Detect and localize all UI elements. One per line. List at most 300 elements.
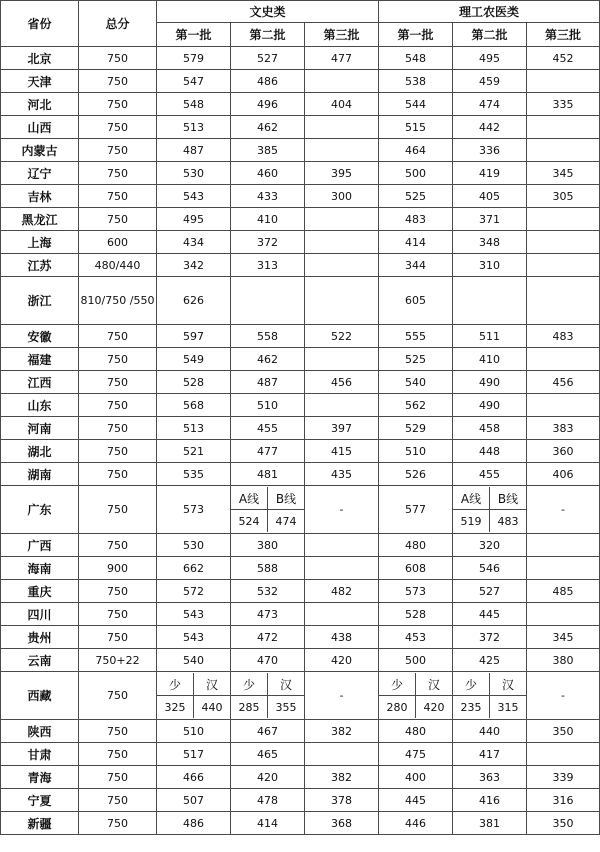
wenshi-batch1-cell: 543 bbox=[157, 185, 231, 208]
ligong-batch3-cell: 345 bbox=[527, 626, 600, 649]
wenshi-batch1-cell: 466 bbox=[157, 766, 231, 789]
province-cell: 宁夏 bbox=[1, 789, 79, 812]
wenshi-batch1-cell: 513 bbox=[157, 417, 231, 440]
table-row bbox=[1, 348, 600, 371]
province-cell: 河北 bbox=[1, 93, 79, 116]
table-row bbox=[1, 325, 600, 348]
minority-han-subtable bbox=[379, 673, 452, 718]
table-row bbox=[1, 649, 600, 672]
province-cell: 北京 bbox=[1, 47, 79, 70]
table-row bbox=[1, 580, 600, 603]
total-cell: 750 bbox=[79, 139, 157, 162]
province-cell: 西藏 bbox=[1, 672, 79, 720]
wenshi-batch2-cell: 510 bbox=[231, 394, 305, 417]
ligong-batch3-cell bbox=[527, 231, 600, 254]
ligong-batch3-cell bbox=[527, 348, 600, 371]
ligong-batch3-cell: 383 bbox=[527, 417, 600, 440]
ligong-batch1-cell: 500 bbox=[379, 162, 453, 185]
wenshi-batch3-cell bbox=[305, 254, 379, 277]
total-cell: 810/750 /550 bbox=[79, 277, 157, 325]
table-row bbox=[1, 743, 600, 766]
province-cell: 四川 bbox=[1, 603, 79, 626]
wenshi-batch3-cell bbox=[305, 394, 379, 417]
ligong-batch2-cell bbox=[453, 277, 527, 325]
ligong-batch1-cell: 464 bbox=[379, 139, 453, 162]
wenshi-batch1-cell: 510 bbox=[157, 720, 231, 743]
han-value: 355 bbox=[275, 700, 297, 714]
a-line-label: A线 bbox=[453, 487, 490, 510]
total-cell: 750 bbox=[79, 626, 157, 649]
table-row bbox=[1, 766, 600, 789]
ligong-batch3-cell: - bbox=[527, 486, 600, 534]
ligong-batch3-cell bbox=[527, 394, 600, 417]
wenshi-batch1-cell: 662 bbox=[157, 557, 231, 580]
total-cell: 750 bbox=[79, 766, 157, 789]
wenshi-batch2-split-cell bbox=[231, 672, 305, 720]
wenshi-batch3-cell: 378 bbox=[305, 789, 379, 812]
wenshi-batch1-cell: 543 bbox=[157, 603, 231, 626]
province-cell: 福建 bbox=[1, 348, 79, 371]
header-ligong-batch3: 第三批 bbox=[527, 23, 600, 47]
province-cell: 山东 bbox=[1, 394, 79, 417]
table-row bbox=[1, 254, 600, 277]
ligong-batch2-cell: 527 bbox=[453, 580, 527, 603]
minority-label: 少 bbox=[453, 673, 490, 696]
province-cell: 海南 bbox=[1, 557, 79, 580]
wenshi-batch3-cell: 382 bbox=[305, 720, 379, 743]
wenshi-batch2-cell: 588 bbox=[231, 557, 305, 580]
han-value: 420 bbox=[423, 700, 445, 714]
ligong-batch2-cell: 546 bbox=[453, 557, 527, 580]
ligong-batch1-cell: 510 bbox=[379, 440, 453, 463]
wenshi-batch1-cell: 540 bbox=[157, 649, 231, 672]
wenshi-batch2-cell: 433 bbox=[231, 185, 305, 208]
ligong-batch3-cell: 339 bbox=[527, 766, 600, 789]
table-row bbox=[1, 626, 600, 649]
ligong-batch3-cell: 485 bbox=[527, 580, 600, 603]
province-cell: 河南 bbox=[1, 417, 79, 440]
ligong-batch1-cell: 446 bbox=[379, 812, 453, 835]
wenshi-batch2-cell: 477 bbox=[231, 440, 305, 463]
ligong-batch2-cell: 490 bbox=[453, 371, 527, 394]
ligong-batch3-cell: 350 bbox=[527, 720, 600, 743]
wenshi-batch1-cell: 535 bbox=[157, 463, 231, 486]
han-label: 汉 bbox=[416, 673, 453, 696]
wenshi-batch1-cell: 342 bbox=[157, 254, 231, 277]
ligong-batch1-cell: 400 bbox=[379, 766, 453, 789]
wenshi-batch3-cell: 438 bbox=[305, 626, 379, 649]
wenshi-batch3-cell bbox=[305, 277, 379, 325]
ligong-batch1-cell: 608 bbox=[379, 557, 453, 580]
total-cell: 750 bbox=[79, 162, 157, 185]
wenshi-batch2-cell: 414 bbox=[231, 812, 305, 835]
table-row bbox=[1, 70, 600, 93]
ligong-batch3-cell: 350 bbox=[527, 812, 600, 835]
han-label: 汉 bbox=[194, 673, 231, 696]
ligong-batch1-cell: 605 bbox=[379, 277, 453, 325]
ligong-batch2-cell: 455 bbox=[453, 463, 527, 486]
province-cell: 江苏 bbox=[1, 254, 79, 277]
table-row bbox=[1, 394, 600, 417]
table-row bbox=[1, 93, 600, 116]
table-row bbox=[1, 534, 600, 557]
ligong-batch1-cell: 515 bbox=[379, 116, 453, 139]
province-cell: 黑龙江 bbox=[1, 208, 79, 231]
header-ligong-batch2: 第二批 bbox=[453, 23, 527, 47]
han-value: 315 bbox=[497, 700, 519, 714]
ligong-batch2-cell: 416 bbox=[453, 789, 527, 812]
province-cell: 甘肃 bbox=[1, 743, 79, 766]
wenshi-batch3-cell bbox=[305, 231, 379, 254]
wenshi-batch1-cell: 579 bbox=[157, 47, 231, 70]
total-cell: 900 bbox=[79, 557, 157, 580]
wenshi-batch1-cell: 528 bbox=[157, 371, 231, 394]
wenshi-batch2-cell: 462 bbox=[231, 348, 305, 371]
ligong-batch3-cell bbox=[527, 534, 600, 557]
wenshi-batch2-cell: 487 bbox=[231, 371, 305, 394]
table-row bbox=[1, 812, 600, 835]
ligong-batch2-cell: 495 bbox=[453, 47, 527, 70]
wenshi-batch1-cell: 547 bbox=[157, 70, 231, 93]
b-line-value: 474 bbox=[275, 514, 297, 528]
wenshi-batch1-cell: 495 bbox=[157, 208, 231, 231]
wenshi-batch1-cell: 548 bbox=[157, 93, 231, 116]
wenshi-batch1-cell: 597 bbox=[157, 325, 231, 348]
minority-label: 少 bbox=[231, 673, 268, 696]
total-cell: 600 bbox=[79, 231, 157, 254]
b-line-value: 483 bbox=[497, 514, 519, 528]
wenshi-batch2-cell: 532 bbox=[231, 580, 305, 603]
ab-line-subtable bbox=[231, 487, 304, 532]
ligong-batch3-cell bbox=[527, 743, 600, 766]
ab-line-subtable bbox=[453, 487, 526, 532]
total-cell: 750 bbox=[79, 325, 157, 348]
minority-han-subtable bbox=[157, 673, 230, 718]
wenshi-batch3-cell bbox=[305, 557, 379, 580]
wenshi-batch3-cell: 420 bbox=[305, 649, 379, 672]
header-total: 总分 bbox=[79, 1, 157, 47]
minority-han-subtable bbox=[231, 673, 304, 718]
wenshi-batch2-cell: 481 bbox=[231, 463, 305, 486]
wenshi-batch1-cell: 573 bbox=[157, 486, 231, 534]
province-cell: 辽宁 bbox=[1, 162, 79, 185]
wenshi-batch1-cell: 434 bbox=[157, 231, 231, 254]
a-line-value: 524 bbox=[231, 510, 268, 533]
ligong-batch3-cell: 305 bbox=[527, 185, 600, 208]
total-cell: 750 bbox=[79, 185, 157, 208]
ligong-batch1-cell: 540 bbox=[379, 371, 453, 394]
ligong-batch1-cell: 344 bbox=[379, 254, 453, 277]
table-row bbox=[1, 603, 600, 626]
wenshi-batch2-cell: 380 bbox=[231, 534, 305, 557]
ligong-batch1-cell: 577 bbox=[379, 486, 453, 534]
table-row bbox=[1, 463, 600, 486]
wenshi-batch3-cell: 456 bbox=[305, 371, 379, 394]
ligong-batch2-cell: 448 bbox=[453, 440, 527, 463]
wenshi-batch3-cell: 477 bbox=[305, 47, 379, 70]
table-row-tibet bbox=[1, 672, 600, 720]
ligong-batch1-cell: 483 bbox=[379, 208, 453, 231]
province-cell: 广东 bbox=[1, 486, 79, 534]
wenshi-batch3-cell: - bbox=[305, 486, 379, 534]
minority-value: 280 bbox=[379, 696, 416, 719]
wenshi-batch3-cell: 382 bbox=[305, 766, 379, 789]
table-row bbox=[1, 720, 600, 743]
wenshi-batch2-cell: 486 bbox=[231, 70, 305, 93]
ligong-batch2-cell: 445 bbox=[453, 603, 527, 626]
han-label: 汉 bbox=[490, 673, 527, 696]
b-line-label: B线 bbox=[490, 487, 527, 510]
wenshi-batch3-cell: 300 bbox=[305, 185, 379, 208]
minority-label: 少 bbox=[379, 673, 416, 696]
ligong-batch2-cell: 417 bbox=[453, 743, 527, 766]
wenshi-batch3-cell: 522 bbox=[305, 325, 379, 348]
wenshi-batch2-cell: 473 bbox=[231, 603, 305, 626]
province-cell: 江西 bbox=[1, 371, 79, 394]
ligong-batch3-cell bbox=[527, 603, 600, 626]
total-cell: 750 bbox=[79, 672, 157, 720]
province-cell: 新疆 bbox=[1, 812, 79, 835]
wenshi-batch2-cell: 313 bbox=[231, 254, 305, 277]
b-line-label: B线 bbox=[268, 487, 305, 510]
ligong-batch1-cell: 573 bbox=[379, 580, 453, 603]
total-cell: 750 bbox=[79, 580, 157, 603]
header-province: 省份 bbox=[1, 1, 79, 47]
province-cell: 云南 bbox=[1, 649, 79, 672]
wenshi-batch2-cell: 420 bbox=[231, 766, 305, 789]
province-cell: 广西 bbox=[1, 534, 79, 557]
wenshi-batch2-cell: 410 bbox=[231, 208, 305, 231]
ligong-batch3-cell bbox=[527, 208, 600, 231]
total-cell: 750 bbox=[79, 394, 157, 417]
total-cell: 750 bbox=[79, 812, 157, 835]
wenshi-batch3-cell bbox=[305, 603, 379, 626]
table-row-guangdong bbox=[1, 486, 600, 534]
wenshi-batch2-cell: 460 bbox=[231, 162, 305, 185]
total-cell: 750 bbox=[79, 208, 157, 231]
province-cell: 湖南 bbox=[1, 463, 79, 486]
header-wenshi-batch3: 第三批 bbox=[305, 23, 379, 47]
total-cell: 750+22 bbox=[79, 649, 157, 672]
ligong-batch1-cell: 480 bbox=[379, 720, 453, 743]
province-cell: 贵州 bbox=[1, 626, 79, 649]
ligong-batch2-cell: 459 bbox=[453, 70, 527, 93]
ligong-batch3-cell: 452 bbox=[527, 47, 600, 70]
ligong-batch3-cell: 345 bbox=[527, 162, 600, 185]
ligong-batch1-cell: 480 bbox=[379, 534, 453, 557]
wenshi-batch3-cell bbox=[305, 208, 379, 231]
table-row bbox=[1, 185, 600, 208]
ligong-batch2-cell: 363 bbox=[453, 766, 527, 789]
ligong-batch3-cell: 380 bbox=[527, 649, 600, 672]
ligong-batch1-cell: 529 bbox=[379, 417, 453, 440]
header-wenshi-batch2: 第二批 bbox=[231, 23, 305, 47]
table-row bbox=[1, 139, 600, 162]
ligong-batch1-split-cell bbox=[379, 672, 453, 720]
total-cell: 750 bbox=[79, 70, 157, 93]
ligong-batch1-cell: 528 bbox=[379, 603, 453, 626]
ligong-batch3-cell: 360 bbox=[527, 440, 600, 463]
wenshi-batch1-cell: 521 bbox=[157, 440, 231, 463]
wenshi-batch1-cell: 568 bbox=[157, 394, 231, 417]
ligong-batch1-cell: 414 bbox=[379, 231, 453, 254]
total-cell: 750 bbox=[79, 789, 157, 812]
ligong-batch3-cell bbox=[527, 70, 600, 93]
province-cell: 湖北 bbox=[1, 440, 79, 463]
wenshi-batch3-cell: 435 bbox=[305, 463, 379, 486]
ligong-batch2-cell: 425 bbox=[453, 649, 527, 672]
ligong-batch3-cell: 335 bbox=[527, 93, 600, 116]
province-cell: 浙江 bbox=[1, 277, 79, 325]
wenshi-batch2-cell: 472 bbox=[231, 626, 305, 649]
table-row bbox=[1, 277, 600, 325]
a-line-value: 519 bbox=[453, 510, 490, 533]
ligong-batch2-cell: 348 bbox=[453, 231, 527, 254]
province-cell: 重庆 bbox=[1, 580, 79, 603]
wenshi-batch1-cell: 543 bbox=[157, 626, 231, 649]
wenshi-batch2-cell: 496 bbox=[231, 93, 305, 116]
ligong-batch1-cell: 544 bbox=[379, 93, 453, 116]
ligong-batch2-cell: 419 bbox=[453, 162, 527, 185]
ligong-batch2-cell: 511 bbox=[453, 325, 527, 348]
wenshi-batch3-cell bbox=[305, 70, 379, 93]
ligong-batch2-cell: 310 bbox=[453, 254, 527, 277]
ligong-batch1-cell: 453 bbox=[379, 626, 453, 649]
header-ligong: 理工农医类 bbox=[379, 1, 600, 23]
wenshi-batch1-cell: 507 bbox=[157, 789, 231, 812]
a-line-label: A线 bbox=[231, 487, 268, 510]
header-ligong-batch1: 第一批 bbox=[379, 23, 453, 47]
total-cell: 750 bbox=[79, 720, 157, 743]
han-label: 汉 bbox=[268, 673, 305, 696]
province-cell: 内蒙古 bbox=[1, 139, 79, 162]
wenshi-batch1-cell: 486 bbox=[157, 812, 231, 835]
ligong-batch2-cell: 372 bbox=[453, 626, 527, 649]
total-cell: 750 bbox=[79, 371, 157, 394]
province-cell: 天津 bbox=[1, 70, 79, 93]
wenshi-batch3-cell: 395 bbox=[305, 162, 379, 185]
total-cell: 750 bbox=[79, 93, 157, 116]
total-cell: 750 bbox=[79, 348, 157, 371]
ligong-batch2-cell: 410 bbox=[453, 348, 527, 371]
ligong-batch3-cell bbox=[527, 116, 600, 139]
wenshi-batch2-cell: 558 bbox=[231, 325, 305, 348]
wenshi-batch2-split-cell bbox=[231, 486, 305, 534]
province-cell: 青海 bbox=[1, 766, 79, 789]
table-row bbox=[1, 162, 600, 185]
ligong-batch3-cell: 316 bbox=[527, 789, 600, 812]
ligong-batch2-cell: 458 bbox=[453, 417, 527, 440]
wenshi-batch2-cell: 470 bbox=[231, 649, 305, 672]
wenshi-batch3-cell bbox=[305, 139, 379, 162]
table-row bbox=[1, 557, 600, 580]
ligong-batch2-cell: 336 bbox=[453, 139, 527, 162]
ligong-batch1-cell: 526 bbox=[379, 463, 453, 486]
table-row bbox=[1, 208, 600, 231]
table-row bbox=[1, 231, 600, 254]
wenshi-batch3-cell bbox=[305, 116, 379, 139]
ligong-batch1-cell: 525 bbox=[379, 348, 453, 371]
ligong-batch2-cell: 442 bbox=[453, 116, 527, 139]
wenshi-batch3-cell bbox=[305, 534, 379, 557]
wenshi-batch2-cell: 385 bbox=[231, 139, 305, 162]
total-cell: 750 bbox=[79, 116, 157, 139]
wenshi-batch1-cell: 530 bbox=[157, 162, 231, 185]
wenshi-batch3-cell: - bbox=[305, 672, 379, 720]
ligong-batch3-cell: - bbox=[527, 672, 600, 720]
wenshi-batch1-cell: 513 bbox=[157, 116, 231, 139]
minority-value: 325 bbox=[157, 696, 194, 719]
wenshi-batch2-cell bbox=[231, 277, 305, 325]
ligong-batch3-cell bbox=[527, 254, 600, 277]
wenshi-batch3-cell: 415 bbox=[305, 440, 379, 463]
ligong-batch2-cell: 320 bbox=[453, 534, 527, 557]
province-cell: 山西 bbox=[1, 116, 79, 139]
han-value: 440 bbox=[201, 700, 223, 714]
ligong-batch1-cell: 525 bbox=[379, 185, 453, 208]
ligong-batch2-split-cell bbox=[453, 486, 527, 534]
province-cell: 上海 bbox=[1, 231, 79, 254]
total-cell: 750 bbox=[79, 417, 157, 440]
table-row bbox=[1, 789, 600, 812]
total-cell: 750 bbox=[79, 47, 157, 70]
ligong-batch1-cell: 562 bbox=[379, 394, 453, 417]
ligong-batch1-cell: 475 bbox=[379, 743, 453, 766]
total-cell: 750 bbox=[79, 486, 157, 534]
table-row bbox=[1, 116, 600, 139]
ligong-batch3-cell: 406 bbox=[527, 463, 600, 486]
ligong-batch1-cell: 538 bbox=[379, 70, 453, 93]
minority-value: 285 bbox=[231, 696, 268, 719]
wenshi-batch1-cell: 517 bbox=[157, 743, 231, 766]
table-row bbox=[1, 371, 600, 394]
ligong-batch1-cell: 548 bbox=[379, 47, 453, 70]
wenshi-batch2-cell: 465 bbox=[231, 743, 305, 766]
total-cell: 480/440 bbox=[79, 254, 157, 277]
ligong-batch2-cell: 381 bbox=[453, 812, 527, 835]
ligong-batch2-cell: 490 bbox=[453, 394, 527, 417]
wenshi-batch2-cell: 462 bbox=[231, 116, 305, 139]
ligong-batch3-cell bbox=[527, 557, 600, 580]
wenshi-batch3-cell: 368 bbox=[305, 812, 379, 835]
minority-value: 235 bbox=[453, 696, 490, 719]
table-row bbox=[1, 440, 600, 463]
ligong-batch3-cell bbox=[527, 139, 600, 162]
ligong-batch2-cell: 405 bbox=[453, 185, 527, 208]
ligong-batch1-cell: 500 bbox=[379, 649, 453, 672]
wenshi-batch3-cell bbox=[305, 348, 379, 371]
minority-han-subtable bbox=[453, 673, 526, 718]
total-cell: 750 bbox=[79, 463, 157, 486]
header-row bbox=[1, 1, 600, 23]
ligong-batch1-cell: 555 bbox=[379, 325, 453, 348]
minority-label: 少 bbox=[157, 673, 194, 696]
ligong-batch2-split-cell bbox=[453, 672, 527, 720]
ligong-batch1-cell: 445 bbox=[379, 789, 453, 812]
wenshi-batch2-cell: 372 bbox=[231, 231, 305, 254]
wenshi-batch1-cell: 549 bbox=[157, 348, 231, 371]
total-cell: 750 bbox=[79, 603, 157, 626]
ligong-batch2-cell: 440 bbox=[453, 720, 527, 743]
wenshi-batch1-cell: 530 bbox=[157, 534, 231, 557]
wenshi-batch2-cell: 467 bbox=[231, 720, 305, 743]
wenshi-batch3-cell bbox=[305, 743, 379, 766]
wenshi-batch2-cell: 455 bbox=[231, 417, 305, 440]
ligong-batch2-cell: 474 bbox=[453, 93, 527, 116]
ligong-batch3-cell: 483 bbox=[527, 325, 600, 348]
wenshi-batch3-cell: 482 bbox=[305, 580, 379, 603]
wenshi-batch1-cell: 572 bbox=[157, 580, 231, 603]
